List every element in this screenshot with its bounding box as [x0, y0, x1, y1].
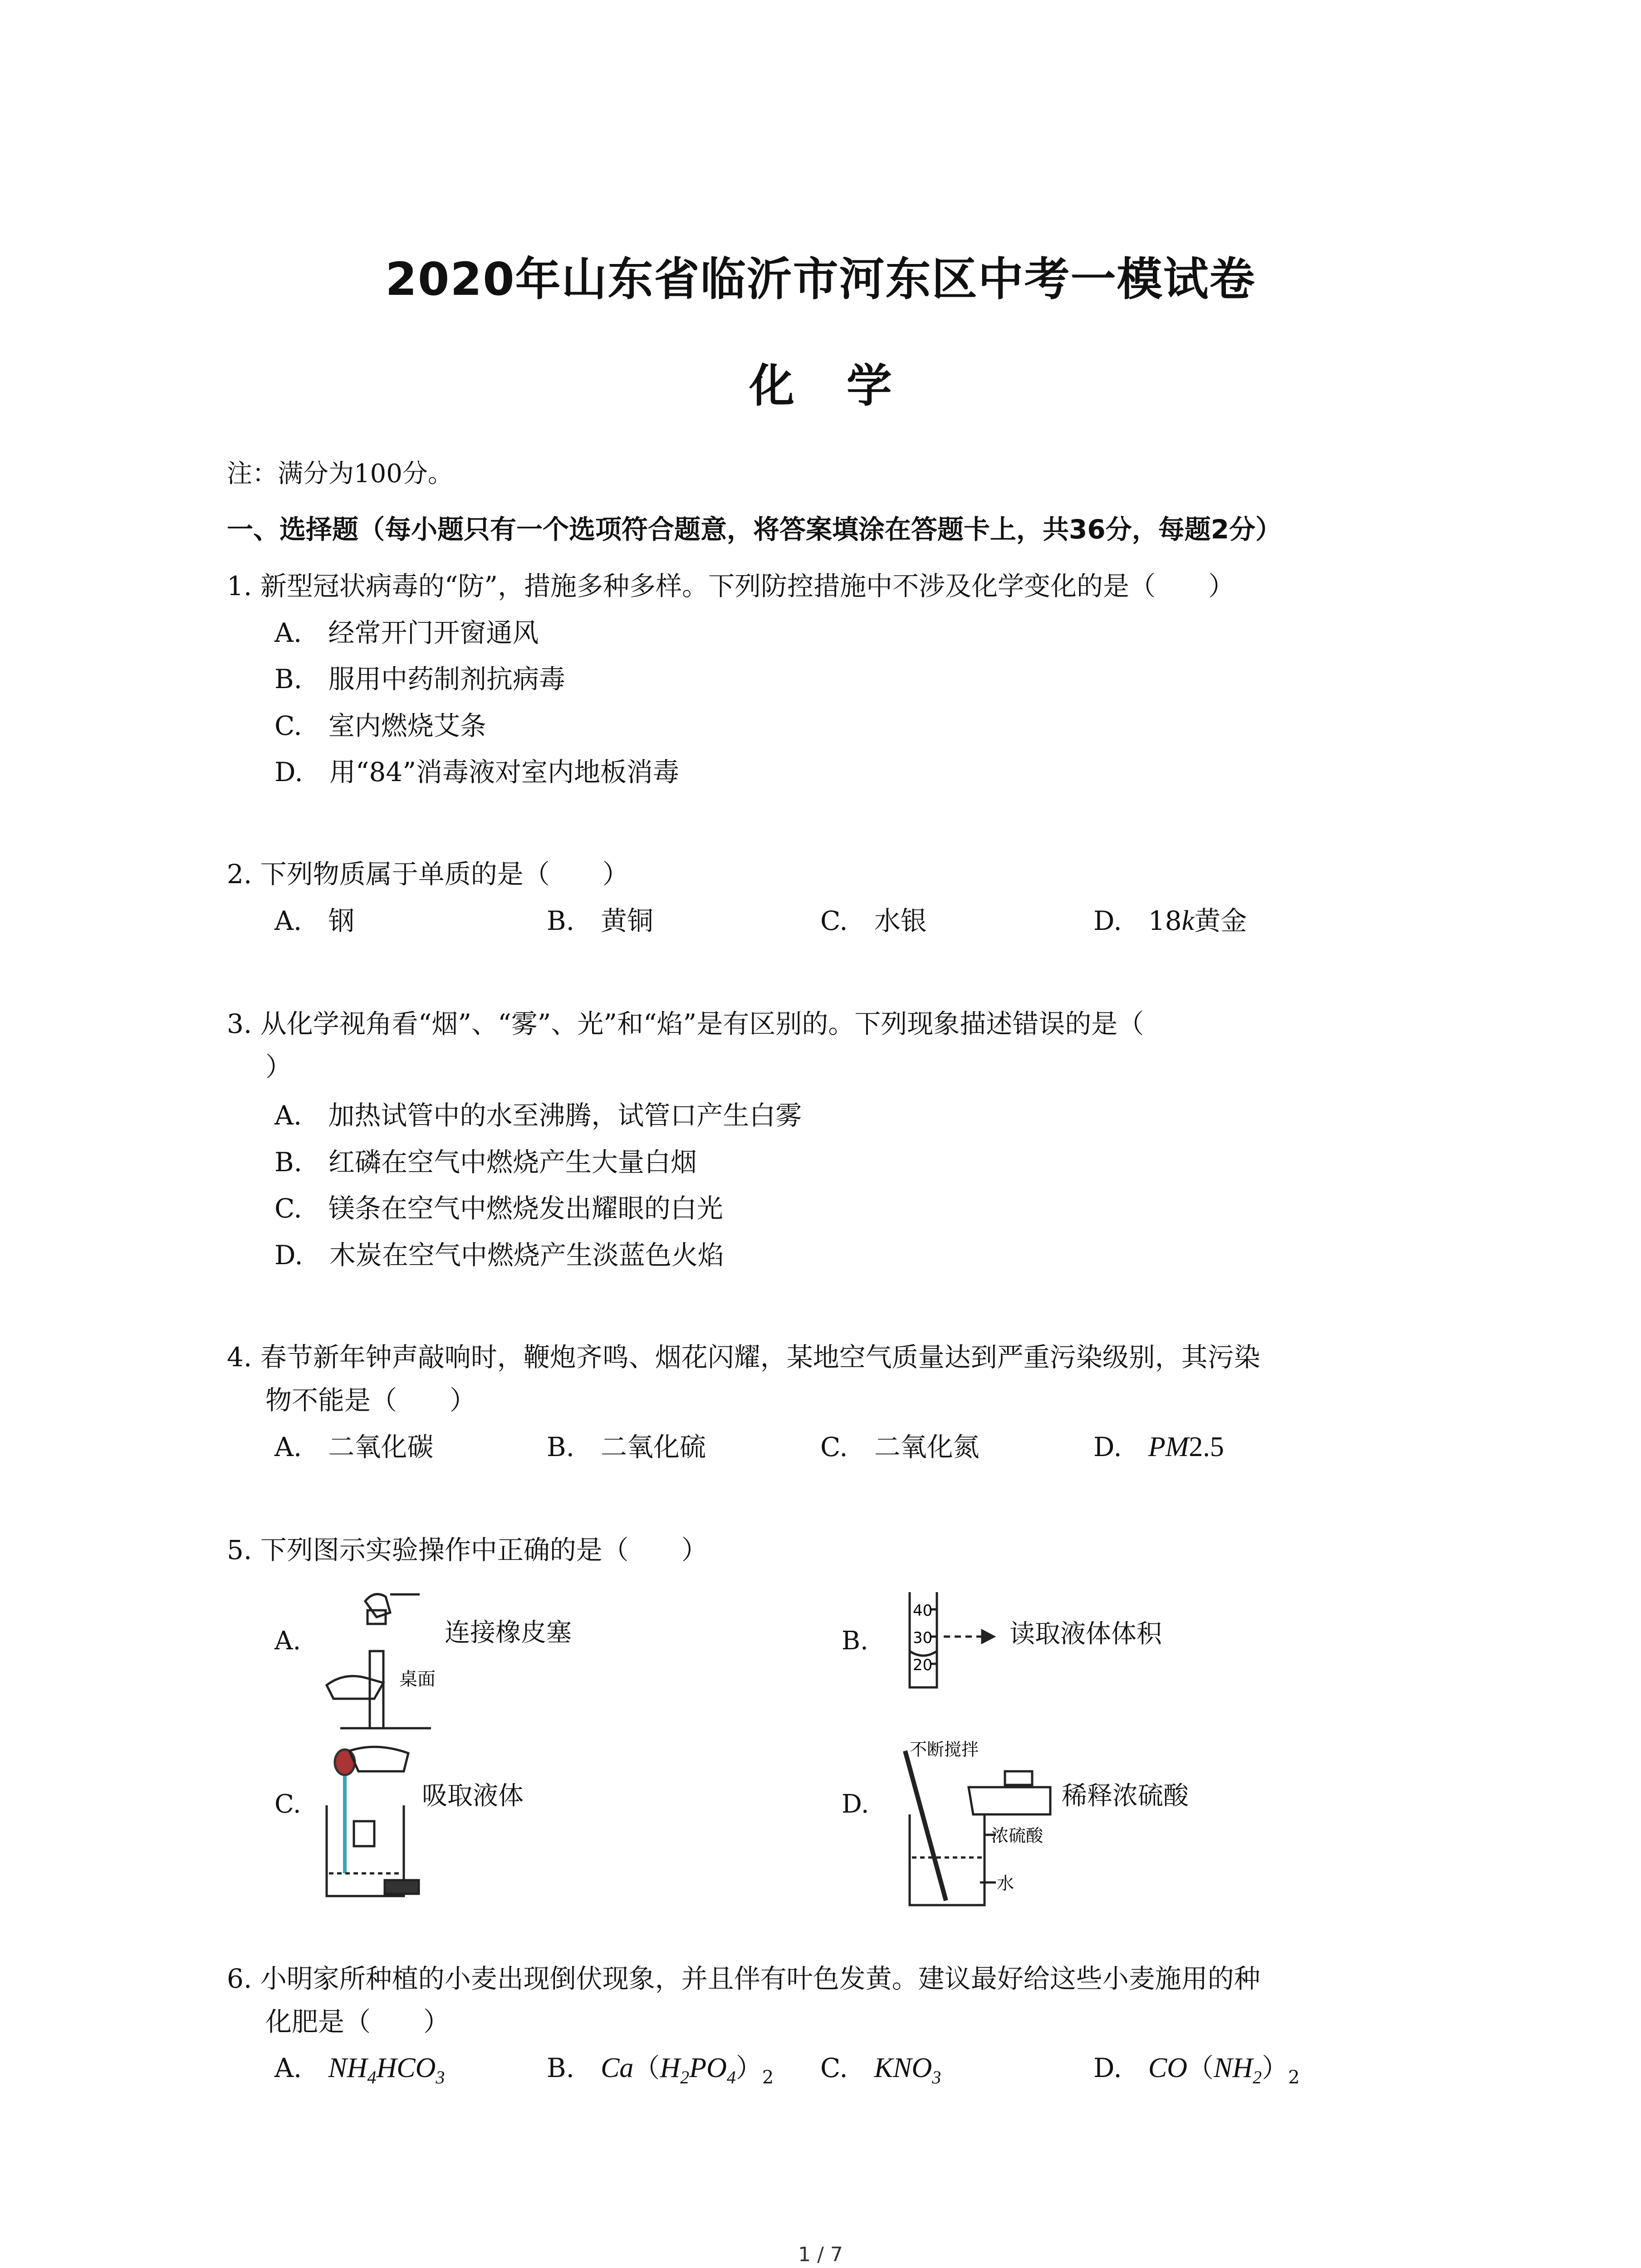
q6-b-s3: 2: [762, 2067, 774, 2088]
q5-d-figure: [896, 1737, 1087, 1910]
page-subtitle: 化 学: [749, 359, 892, 412]
q6-a-letter: A.: [274, 2053, 328, 2083]
q5-d-bottle-label: [1005, 1771, 1032, 1785]
q5-c-label: [354, 1821, 374, 1846]
question-1-stem: 1. 新型冠状病毒的“防”，措施多种多样。下列防控措施中不涉及化学变化的是（ ）: [227, 571, 1235, 601]
q6-c-letter: C.: [820, 2053, 874, 2083]
question-3-option-b: B. 红磷在空气中燃烧产生大量白烟: [274, 1147, 697, 1178]
question-6-stem-cont: 化肥是（ ）: [265, 2006, 450, 2037]
score-note: 注：满分为100分。: [227, 459, 453, 489]
question-3-option-c: C. 镁条在空气中燃烧发出耀眼的白光: [274, 1193, 723, 1224]
q5-a-test-tube: [370, 1651, 383, 1728]
q6-b-letter: B.: [547, 2053, 601, 2083]
q2-d-suffix: 黄金: [1194, 905, 1247, 936]
q5-d-glass-rod: [905, 1751, 946, 1901]
q2-d-prefix: D. 18: [1093, 905, 1182, 936]
q6-a-s1: 4: [367, 2067, 377, 2087]
question-2-option-a: A. 钢: [274, 905, 355, 936]
page-title: 2020年山东省临沂市河东区中考一模试卷: [385, 253, 1256, 306]
q5-a-label: 连接橡皮塞: [445, 1618, 572, 1647]
question-1-option-b: B. 服用中药制剂抗病毒: [274, 664, 566, 694]
question-1-option-a: A. 经常开门开窗通风: [274, 617, 539, 648]
q5-a-table-label: 桌面: [399, 1669, 436, 1690]
question-6-option-a: [274, 2047, 445, 2088]
question-2-stem: 2. 下列物质属于单质的是（ ）: [227, 859, 629, 890]
q6-b-f2: H: [660, 2053, 681, 2083]
q5-c-bulb: [335, 1750, 355, 1775]
q4-d-num: 2.5: [1189, 1432, 1224, 1462]
question-3-stem-cont: ）: [265, 1051, 292, 1082]
q5-c-stopper: [385, 1880, 419, 1894]
q6-d-p1: （: [1187, 2053, 1214, 2083]
q4-d-pm: PM: [1148, 1432, 1189, 1462]
question-3-option-d: D. 木炭在空气中燃烧产生淡蓝色火焰: [274, 1240, 724, 1271]
q6-b-p2: ）: [735, 2053, 762, 2083]
q6-c-f1: KNO: [874, 2053, 932, 2083]
q5-d-beaker: [910, 1814, 985, 1905]
q5-d-stir-label: 不断搅拌: [910, 1740, 979, 1760]
q5-c-figure: [318, 1742, 436, 1910]
q6-a-f1: NH: [328, 2053, 367, 2083]
q5-c-hand: [349, 1747, 408, 1771]
question-4-option-c: C. 二氧化氮: [820, 1432, 980, 1462]
q4-d-prefix: D.: [1093, 1432, 1148, 1462]
q6-d-letter: D.: [1093, 2053, 1148, 2083]
q5-a-figure: [322, 1583, 440, 1742]
question-1-option-c: C. 室内燃烧艾条: [274, 710, 486, 741]
question-4-stem-cont: 物不能是（ ）: [265, 1385, 476, 1416]
q6-d-f1: CO: [1148, 2053, 1188, 2083]
q6-d-p2: ）: [1262, 2053, 1288, 2083]
q2-d-k: k: [1181, 905, 1195, 936]
question-2-option-c: C. 水银: [820, 905, 927, 936]
q6-d-s1: 2: [1253, 2067, 1262, 2087]
q5-c-letter: C.: [274, 1789, 301, 1819]
q5-d-letter: D.: [842, 1789, 869, 1819]
question-6-option-b: [547, 2047, 774, 2088]
question-2-option-d: [1093, 899, 1247, 938]
question-5-stem: 5. 下列图示实验操作中正确的是（ ）: [227, 1535, 708, 1565]
q5-d-water-label: 水: [997, 1873, 1014, 1893]
q5-b-tick-label-2: 30: [913, 1629, 933, 1647]
q6-b-f1: Ca: [601, 2053, 634, 2083]
question-4-option-b: B. 二氧化硫: [547, 1432, 706, 1462]
question-6-option-d: [1093, 2047, 1300, 2088]
question-2-option-b: B. 黄铜: [547, 905, 654, 936]
question-4-option-d: [1093, 1426, 1224, 1464]
question-3-stem: 3. 从化学视角看“烟”、“雾”、光”和“焰”是有区别的。下列现象描述错误的是（: [227, 1008, 1144, 1039]
question-1-option-d: D. 用“84”消毒液对室内地板消毒: [274, 757, 679, 787]
q5-a-hand-bottom: [327, 1676, 383, 1699]
q5-d-acid-label: 浓硫酸: [991, 1826, 1043, 1846]
page-number: 1 / 7: [798, 2243, 843, 2266]
q5-b-tick-label-1: 40: [913, 1602, 933, 1620]
question-4-stem: 4. 春节新年钟声敲响时，鞭炮齐鸣、烟花闪耀，某地空气质量达到严重污染级别，其污染: [227, 1342, 1260, 1373]
q6-b-s1: 2: [680, 2067, 690, 2087]
q5-c-label: 吸取液体: [422, 1781, 524, 1811]
q6-d-f2: NH: [1214, 2053, 1253, 2083]
q6-b-f3: PO: [689, 2053, 727, 2083]
q5-b-figure: [885, 1588, 1003, 1692]
q6-c-s1: 3: [932, 2067, 941, 2087]
q5-a-letter: A.: [274, 1626, 301, 1656]
q5-d-label: 稀释浓硫酸: [1062, 1781, 1189, 1811]
q6-b-s2: 4: [726, 2067, 736, 2087]
q5-b-eye-icon: [982, 1631, 994, 1642]
q6-b-p1: （: [633, 2053, 660, 2083]
q6-a-s2: 3: [436, 2067, 445, 2087]
section-heading: 一、选择题（每小题只有一个选项符合题意，将答案填涂在答题卡上，共36分，每题2分）: [227, 514, 1282, 545]
q6-a-f2: HCO: [376, 2053, 436, 2083]
q6-d-s2: 2: [1288, 2067, 1300, 2088]
question-6-option-c: [820, 2047, 941, 2088]
q5-b-label: 读取液体体积: [1009, 1619, 1162, 1649]
q5-d-acid-bottle: [969, 1787, 1050, 1814]
q5-b-tick-label-3: 20: [913, 1656, 933, 1674]
question-4-option-a: A. 二氧化碳: [274, 1432, 434, 1462]
q5-b-meniscus: [910, 1651, 937, 1656]
q5-b-letter: B.: [842, 1626, 868, 1656]
question-6-stem: 6. 小明家所种植的小麦出现倒伏现象，并且伴有叶色发黄。建议最好给这些小麦施用的种: [227, 1963, 1260, 1994]
question-3-option-a: A. 加热试管中的水至沸腾，试管口产生白雾: [274, 1100, 802, 1131]
